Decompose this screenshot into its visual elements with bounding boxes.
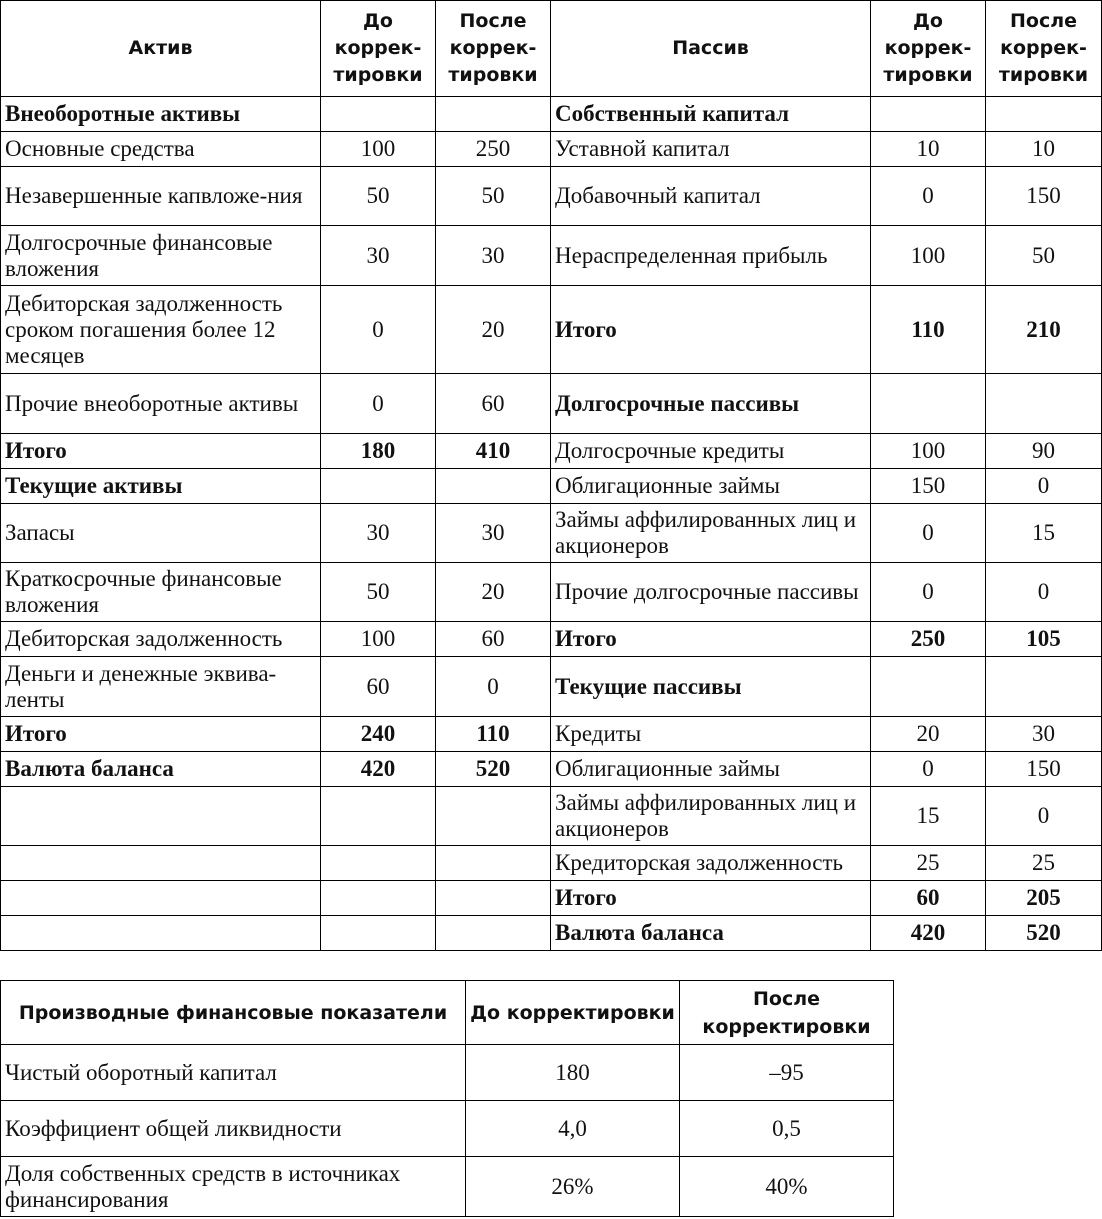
asset-after bbox=[436, 881, 551, 916]
liability-after bbox=[986, 374, 1102, 434]
table-row bbox=[1, 374, 1102, 434]
liability-after: 0 bbox=[986, 469, 1102, 504]
indicator-before: 4,0 bbox=[466, 1101, 680, 1157]
liability-before bbox=[871, 374, 986, 434]
liability-after: 0 bbox=[986, 563, 1102, 622]
asset-after: 20 bbox=[436, 563, 551, 622]
asset-after: 30 bbox=[436, 226, 551, 286]
asset-name bbox=[1, 881, 321, 916]
asset-name: Итого bbox=[1, 434, 321, 469]
liability-after: 205 bbox=[986, 881, 1102, 916]
asset-before bbox=[321, 881, 436, 916]
asset-name bbox=[1, 787, 321, 846]
table-row bbox=[1, 469, 1102, 504]
liability-before: 110 bbox=[871, 286, 986, 374]
asset-name: Дебиторская задолженность сроком погашения более 12 месяцев bbox=[1, 286, 321, 374]
asset-after bbox=[436, 469, 551, 504]
asset-before: 0 bbox=[321, 374, 436, 434]
asset-after bbox=[436, 846, 551, 881]
asset-before: 30 bbox=[321, 226, 436, 286]
liability-before bbox=[871, 97, 986, 132]
asset-name: Валюта баланса bbox=[1, 752, 321, 787]
asset-name: Основные средства bbox=[1, 132, 321, 167]
liability-after: 15 bbox=[986, 504, 1102, 563]
header-indicator-name: Производные финансовые показатели bbox=[1, 981, 466, 1045]
asset-before: 60 bbox=[321, 657, 436, 717]
asset-after bbox=[436, 916, 551, 951]
asset-before: 50 bbox=[321, 563, 436, 622]
table-row bbox=[1, 1157, 894, 1217]
table-row bbox=[1, 1101, 894, 1157]
liability-after: 520 bbox=[986, 916, 1102, 951]
table-row bbox=[1, 504, 1102, 563]
liability-name: Уставной капитал bbox=[551, 132, 871, 167]
asset-after: 110 bbox=[436, 717, 551, 752]
indicator-after: –95 bbox=[680, 1045, 894, 1101]
liability-name: Кредиторская задолженность bbox=[551, 846, 871, 881]
indicator-before: 180 bbox=[466, 1045, 680, 1101]
indicator-after: 40% bbox=[680, 1157, 894, 1217]
indicator-before: 26% bbox=[466, 1157, 680, 1217]
liability-name: Валюта баланса bbox=[551, 916, 871, 951]
liability-name: Прочие долгосрочные пассивы bbox=[551, 563, 871, 622]
asset-before bbox=[321, 97, 436, 132]
header-after-2: После коррек-тировки bbox=[986, 1, 1102, 97]
table-row bbox=[1, 1045, 894, 1101]
indicators-header-row bbox=[1, 981, 894, 1045]
indicator-name: Чистый оборотный капитал bbox=[1, 1045, 466, 1101]
asset-after: 60 bbox=[436, 374, 551, 434]
asset-after: 410 bbox=[436, 434, 551, 469]
table-row bbox=[1, 787, 1102, 846]
table-row bbox=[1, 286, 1102, 374]
asset-before: 240 bbox=[321, 717, 436, 752]
asset-before: 0 bbox=[321, 286, 436, 374]
indicator-name: Доля собственных средств в источниках финансирования bbox=[1, 1157, 466, 1217]
indicator-after: 0,5 bbox=[680, 1101, 894, 1157]
asset-before bbox=[321, 916, 436, 951]
asset-after bbox=[436, 787, 551, 846]
liability-after: 105 bbox=[986, 622, 1102, 657]
asset-before: 50 bbox=[321, 167, 436, 226]
table-row bbox=[1, 563, 1102, 622]
table-row bbox=[1, 657, 1102, 717]
liability-name: Итого bbox=[551, 622, 871, 657]
table-row bbox=[1, 752, 1102, 787]
asset-before bbox=[321, 787, 436, 846]
liability-name: Облигационные займы bbox=[551, 469, 871, 504]
header-before-2: До коррек-тировки bbox=[871, 1, 986, 97]
liability-after: 0 bbox=[986, 787, 1102, 846]
indicator-name: Коэффициент общей ликвидности bbox=[1, 1101, 466, 1157]
asset-after: 60 bbox=[436, 622, 551, 657]
liability-before: 100 bbox=[871, 226, 986, 286]
asset-name: Внеоборотные активы bbox=[1, 97, 321, 132]
asset-before bbox=[321, 846, 436, 881]
liability-after: 150 bbox=[986, 752, 1102, 787]
liability-after: 50 bbox=[986, 226, 1102, 286]
liability-before: 150 bbox=[871, 469, 986, 504]
liability-name: Итого bbox=[551, 286, 871, 374]
asset-after: 30 bbox=[436, 504, 551, 563]
liability-name: Итого bbox=[551, 881, 871, 916]
liability-after bbox=[986, 657, 1102, 717]
liability-name: Кредиты bbox=[551, 717, 871, 752]
liability-after: 30 bbox=[986, 717, 1102, 752]
liability-name: Долгосрочные пассивы bbox=[551, 374, 871, 434]
liability-name: Долгосрочные кредиты bbox=[551, 434, 871, 469]
liability-before: 60 bbox=[871, 881, 986, 916]
liability-before: 20 bbox=[871, 717, 986, 752]
asset-after: 50 bbox=[436, 167, 551, 226]
asset-name: Итого bbox=[1, 717, 321, 752]
asset-after bbox=[436, 97, 551, 132]
table-row bbox=[1, 717, 1102, 752]
table-row bbox=[1, 132, 1102, 167]
asset-before: 100 bbox=[321, 622, 436, 657]
liability-name: Займы аффилированных лиц и акционеров bbox=[551, 787, 871, 846]
header-liability: Пассив bbox=[551, 1, 871, 97]
liability-after bbox=[986, 97, 1102, 132]
header-asset: Актив bbox=[1, 1, 321, 97]
liability-name: Займы аффилированных лиц и акционеров bbox=[551, 504, 871, 563]
header-before: До коррек-тировки bbox=[321, 1, 436, 97]
liability-before: 420 bbox=[871, 916, 986, 951]
liability-before: 0 bbox=[871, 504, 986, 563]
liability-before: 10 bbox=[871, 132, 986, 167]
liability-before: 0 bbox=[871, 563, 986, 622]
asset-name bbox=[1, 916, 321, 951]
asset-name: Деньги и денежные эквива-ленты bbox=[1, 657, 321, 717]
table-row bbox=[1, 434, 1102, 469]
liability-before bbox=[871, 657, 986, 717]
liability-after: 25 bbox=[986, 846, 1102, 881]
asset-name: Незавершенные капвложе-ния bbox=[1, 167, 321, 226]
table-row bbox=[1, 622, 1102, 657]
asset-after: 0 bbox=[436, 657, 551, 717]
liability-after: 90 bbox=[986, 434, 1102, 469]
liability-name: Облигационные займы bbox=[551, 752, 871, 787]
table-row bbox=[1, 167, 1102, 226]
liability-after: 210 bbox=[986, 286, 1102, 374]
header-after: После коррек-тировки bbox=[436, 1, 551, 97]
asset-before: 420 bbox=[321, 752, 436, 787]
asset-before: 30 bbox=[321, 504, 436, 563]
derived-indicators-table bbox=[0, 980, 894, 1217]
asset-name: Краткосрочные финансовые вложения bbox=[1, 563, 321, 622]
liability-before: 25 bbox=[871, 846, 986, 881]
asset-name: Прочие внеоборотные активы bbox=[1, 374, 321, 434]
table-row bbox=[1, 881, 1102, 916]
asset-after: 250 bbox=[436, 132, 551, 167]
asset-after: 520 bbox=[436, 752, 551, 787]
liability-before: 15 bbox=[871, 787, 986, 846]
liability-before: 0 bbox=[871, 752, 986, 787]
liability-after: 10 bbox=[986, 132, 1102, 167]
liability-name: Нераспределенная прибыль bbox=[551, 226, 871, 286]
asset-before bbox=[321, 469, 436, 504]
liability-before: 250 bbox=[871, 622, 986, 657]
liability-after: 150 bbox=[986, 167, 1102, 226]
liability-before: 100 bbox=[871, 434, 986, 469]
liability-before: 0 bbox=[871, 167, 986, 226]
asset-name: Текущие активы bbox=[1, 469, 321, 504]
liability-name: Добавочный капитал bbox=[551, 167, 871, 226]
balance-header-row bbox=[1, 1, 1102, 97]
table-row bbox=[1, 97, 1102, 132]
liability-name: Текущие пассивы bbox=[551, 657, 871, 717]
asset-name bbox=[1, 846, 321, 881]
asset-before: 180 bbox=[321, 434, 436, 469]
header-indicator-before: До корректировки bbox=[466, 981, 680, 1045]
asset-after: 20 bbox=[436, 286, 551, 374]
table-row bbox=[1, 846, 1102, 881]
asset-name: Запасы bbox=[1, 504, 321, 563]
asset-name: Долгосрочные финансовые вложения bbox=[1, 226, 321, 286]
liability-name: Собственный капитал bbox=[551, 97, 871, 132]
asset-before: 100 bbox=[321, 132, 436, 167]
table-row bbox=[1, 916, 1102, 951]
asset-name: Дебиторская задолженность bbox=[1, 622, 321, 657]
header-indicator-after: После корректировки bbox=[680, 981, 894, 1045]
table-row bbox=[1, 226, 1102, 286]
